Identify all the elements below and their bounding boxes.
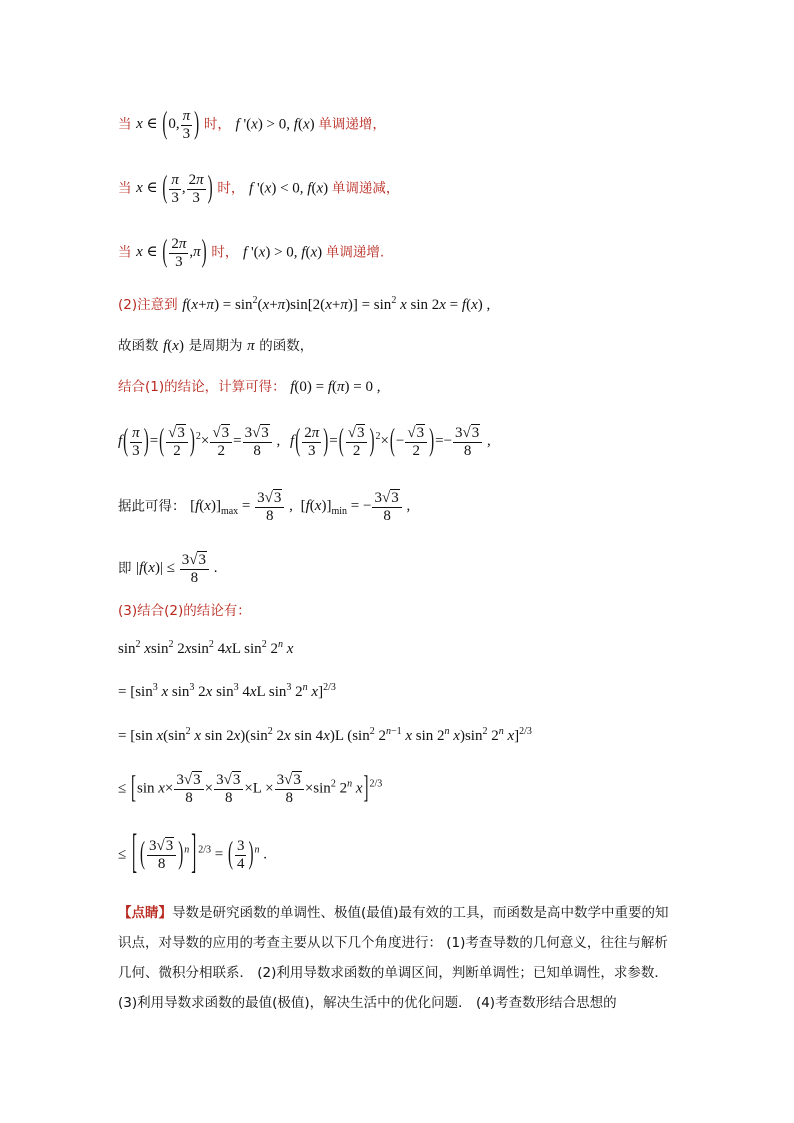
- math-product-line-3: = [sin $x(\sin^2$ x $\sin 2x)(\sin^2$ 2x sin 4x)L ($\sin^2$ $2^{n-1}$ x sin 2$^n$ $x)\sin^2$ 2$^n$ x]$^{2/3}$: [118, 726, 532, 744]
- text-namely: 即: [118, 560, 132, 577]
- line-max-min: [118, 490, 410, 524]
- text-increasing: 单调递增.: [325, 244, 385, 261]
- line-bound: [118, 552, 217, 586]
- text-note-that: (2)注意到: [118, 297, 178, 313]
- note-text: 导数是研究函数的单调性、极值(最值)最有效的工具，而函数是高中数学中重要的知识点，对导数的应用的考查主要从以下几个角度进行： (1)考查导数的几何意义，往往与解析几何、微积分相联系． (2)利用导数求函数的单调区间，判断单调性；已知单调性，求参数． (3)利用导数求函数的最值(极值)，解决生活中的优化问题． (4)考查数形结合思想的: [118, 905, 669, 1011]
- math-derivative-positive-2: f '(x) > 0, f(x): [243, 244, 326, 261]
- math-f-zero: f(0) = f(π) = 0 ,: [290, 379, 381, 395]
- math-product-line-5: ≤ [ ( $\frac{3√3}{8}$ )$^n$ ] $^{2/3}$ = ( $\frac{3}{4}$ )$^n$ .: [118, 827, 267, 879]
- text-combine: 结合(1)的结论，计算可得：: [118, 379, 286, 395]
- math-f-2pi-3: f( $\frac{2\pi}{3}$ )=( $\frac{√3}{2}$ )$^2$×(− $\frac{√3}{2}$ )=− $\frac{3√3}{8}$ ,: [290, 424, 491, 459]
- math-max: $[f(x)]_{max}$ = $\frac{3√3}{8}$ ,: [190, 490, 297, 524]
- note-paragraph: [118, 898, 678, 1018]
- text-increasing: 单调递增，: [318, 116, 386, 133]
- text-therefore: 故函数: [118, 338, 159, 354]
- note-tag: 【点睛】: [118, 905, 172, 921]
- math-fx: f(x): [163, 338, 184, 354]
- math-product-line-2: = [$\sin^3$ x $\sin^3 2x$ $\sin^3 4xL$ $\sin^3 2^n$ x]$^{2/3}$: [118, 682, 336, 700]
- math-pi: π: [247, 338, 255, 354]
- math-interval-1: x ∈ (0, $\frac{\pi}{3}$ ): [136, 107, 200, 142]
- text-decreasing: 单调递减，: [331, 180, 400, 197]
- math-abs-bound: |f(x)| ≤ $\frac{3√3}{8}$ .: [136, 552, 218, 586]
- math-derivative-negative: f '(x) < 0, f(x): [249, 180, 332, 197]
- line-interval-2: [118, 172, 399, 206]
- text-when: 当: [118, 180, 132, 197]
- math-interval-3: x ∈ ( $\frac{2\pi}{3}$ ,π): [136, 235, 207, 270]
- math-f-pi-3: f( $\frac{\pi}{3}$ )=( $\frac{√3}{2}$ )$^2$× $\frac{√3}{2}$ = $\frac{3√3}{8}$ ,: [118, 424, 285, 459]
- line-periodicity: [118, 296, 490, 313]
- text-when: 当: [118, 244, 132, 261]
- line-period-pi: [118, 339, 313, 354]
- text-function: 的函数，: [259, 338, 314, 354]
- text-when: 当: [118, 116, 132, 133]
- line-values: [118, 425, 491, 459]
- math-derivative-positive: f '(x) > 0, f(x): [235, 116, 319, 133]
- math-periodicity: $f(x+\pi) = \sin^2(x+\pi)\sin[2(x+\pi)] = \sin^2 x$ sin 2x = f(x) ,: [182, 295, 491, 313]
- math-product-line-4: ≤ [sin x× $\frac{3√3}{8}$ × $\frac{3√3}{8}$ ×L × $\frac{3√3}{8}$ $\times\sin^2$ 2$^n$ x]$^{2/3}$: [118, 771, 383, 806]
- math-min: $[f(x)]_{min}$ = − $\frac{3√3}{8}$ ,: [300, 490, 411, 524]
- line-part3: [118, 604, 251, 619]
- math-product-line-1: $\sin^2 xsin^2$ 2xsin$^2$ 4xL $\sin^2 2^n$ x: [118, 639, 294, 657]
- text-then: 时，: [211, 244, 239, 261]
- text-then: 时，: [203, 116, 231, 133]
- text-period: 是周期为: [188, 338, 243, 354]
- math-interval-2: x ∈ ( $\frac{\pi}{3}$ , $\frac{2\pi}{3}$ ): [136, 171, 213, 206]
- text-part3: (3)结合(2)的结论有：: [118, 603, 251, 619]
- line-interval-3: [118, 236, 384, 270]
- text-hence: 据此可得：: [118, 498, 186, 515]
- text-then: 时，: [217, 180, 245, 197]
- line-combine-1: [118, 380, 381, 395]
- line-interval-1: [118, 108, 386, 142]
